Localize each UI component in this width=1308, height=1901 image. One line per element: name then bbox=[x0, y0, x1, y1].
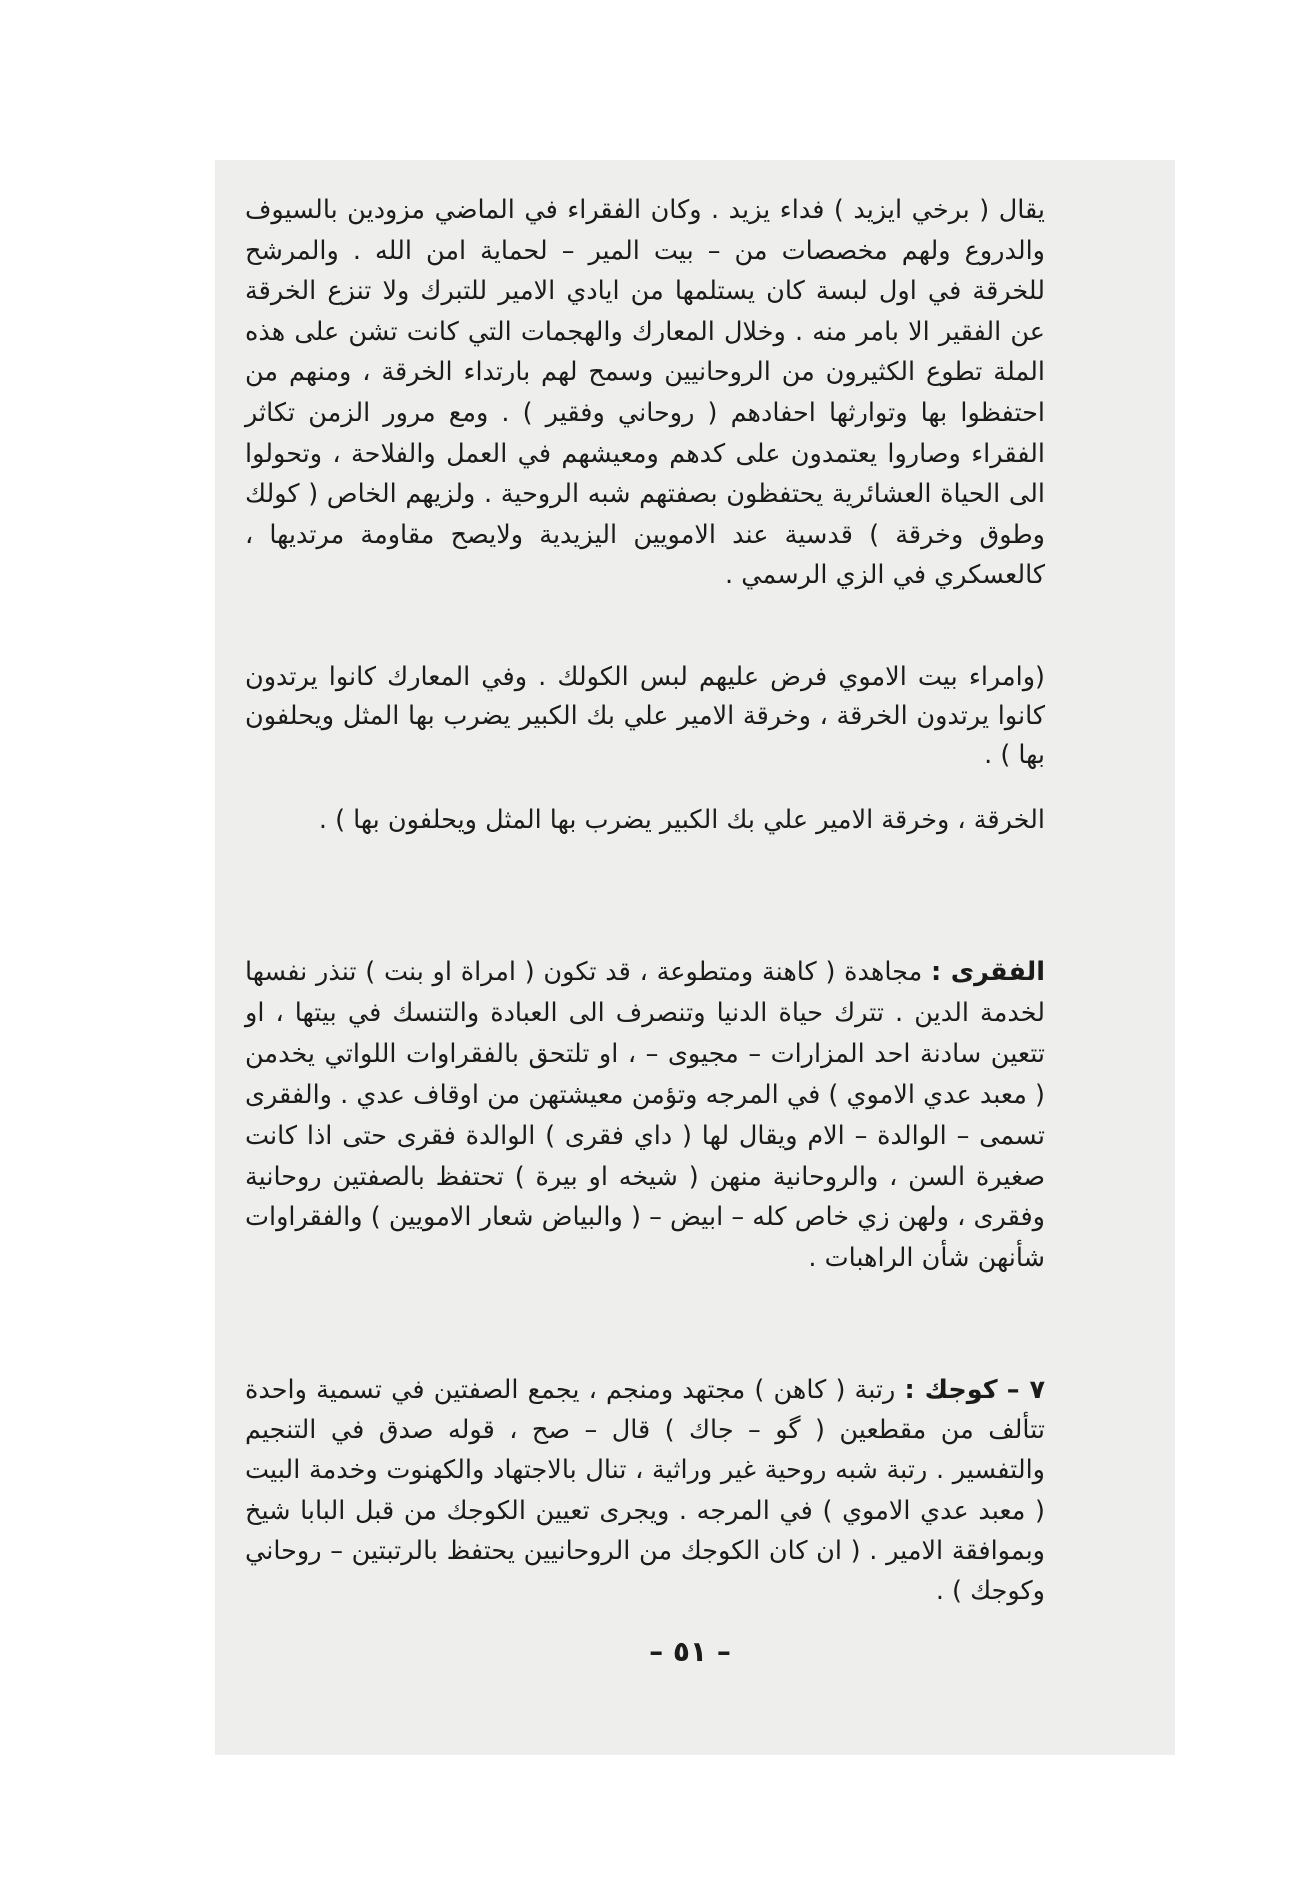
paragraph-emirs-kolik bbox=[245, 658, 1045, 776]
paragraph-text: (وامراء بيت الاموي فرض عليهم لبس الكولك . وفي المعارك كانوا يرتدون كانوا يرتدون الخرقة ، وخرقة الامير علي بك الكبير يضرب بها المثل ويحلفون بها ) . bbox=[245, 662, 1045, 771]
paragraph-khirqa-repeat bbox=[245, 800, 1045, 841]
paragraph-text: الخرقة ، وخرقة الامير علي بك الكبير يضرب بها المثل ويحلفون بها ) . bbox=[318, 805, 1045, 835]
page-number: – ٥١ – bbox=[649, 1635, 731, 1668]
definition-term: الفقرى : bbox=[931, 957, 1045, 987]
definition-text: مجاهدة ( كاهنة ومتطوعة ، قد تكون ( امراة او بنت ) تنذر نفسها لخدمة الدين . تترك حياة الدنيا وتنصرف الى العبادة والتنسك في بيتها ، او تتعين سادنة احد المزارات – مجيوى – ، او تلتحق بالفقراوات اللواتي يخدمن ( معبد عدي الاموي ) في المرجه وتؤمن معيشتهن من اوقاف عدي . والفقرى تسمى – الوالدة – الام ويقال لها ( داي فقرى ) الوالدة فقرى حتى اذا كانت صغيرة السن ، والروحانية منهن ( شيخه او بيرة ) تحتفظ بالصفتين روحانية وفقرى ، ولهن زي خاص كله – ابيض – ( والبياض شعار الامويين ) والفقراوات شأنهن شأن الراهبات . bbox=[245, 957, 1045, 1274]
paragraph-kochak-definition bbox=[245, 1370, 1045, 1611]
paragraph-faqra-definition bbox=[245, 952, 1045, 1279]
paragraph-text: يقال ( برخي ايزيد ) فداء يزيد . وكان الفقراء في الماضي مزودين بالسيوف والدروع ولهم مخصصات من – بيت المير – لحماية امن الله . والمرشح للخرقة في اول لبسة كان يستلمها من ايادي الامير للتبرك ولا تنزع الخرقة عن الفقير الا بامر منه . وخلال المعارك والهجمات التي كانت تشن على هذه الملة تطوع الكثيرون من الروحانيين وسمح لهم بارتداء الخرقة ، ومنهم من احتفظوا بها وتوارثها احفادهم ( روحاني وفقير ) . ومع مرور الزمن تكاثر الفقراء وصاروا يعتمدون على كدهم ومعيشهم في العمل والفلاحة ، وتحولوا الى الحياة العشائرية يحتفظون بصفتهم شبه الروحية . ولزيهم الخاص ( كولك وطوق وخرقة ) قدسية عند الامويين اليزيدية ولايصح مقاومة مرتديها ، كالعسكري في الزي الرسمي . bbox=[245, 195, 1045, 591]
definition-entry bbox=[245, 1370, 1045, 1611]
definition-text: رتبة ( كاهن ) مجتهد ومنجم ، يجمع الصفتين في تسمية واحدة تتألف من مقطعين ( گو – جاك ) قال – صح ، قوله صدق في التنجيم والتفسير . رتبة شبه روحية غير وراثية ، تنال بالاجتهاد والكهنوت وخدمة البيت ( معبد عدي الاموي ) في المرجه . ويجرى تعيين الكوجك من قبل البابا شيخ وبموافقة الامير . ( ان كان الكوجك من الروحانيين يحتفظ بالرتبتين – روحاني وكوجك ) . bbox=[245, 1375, 1045, 1607]
definition-entry bbox=[245, 952, 1045, 1279]
paragraph-faqir-history bbox=[245, 190, 1045, 596]
definition-term: كوجك : bbox=[904, 1375, 998, 1405]
entry-number: ٧ – bbox=[1006, 1375, 1046, 1405]
